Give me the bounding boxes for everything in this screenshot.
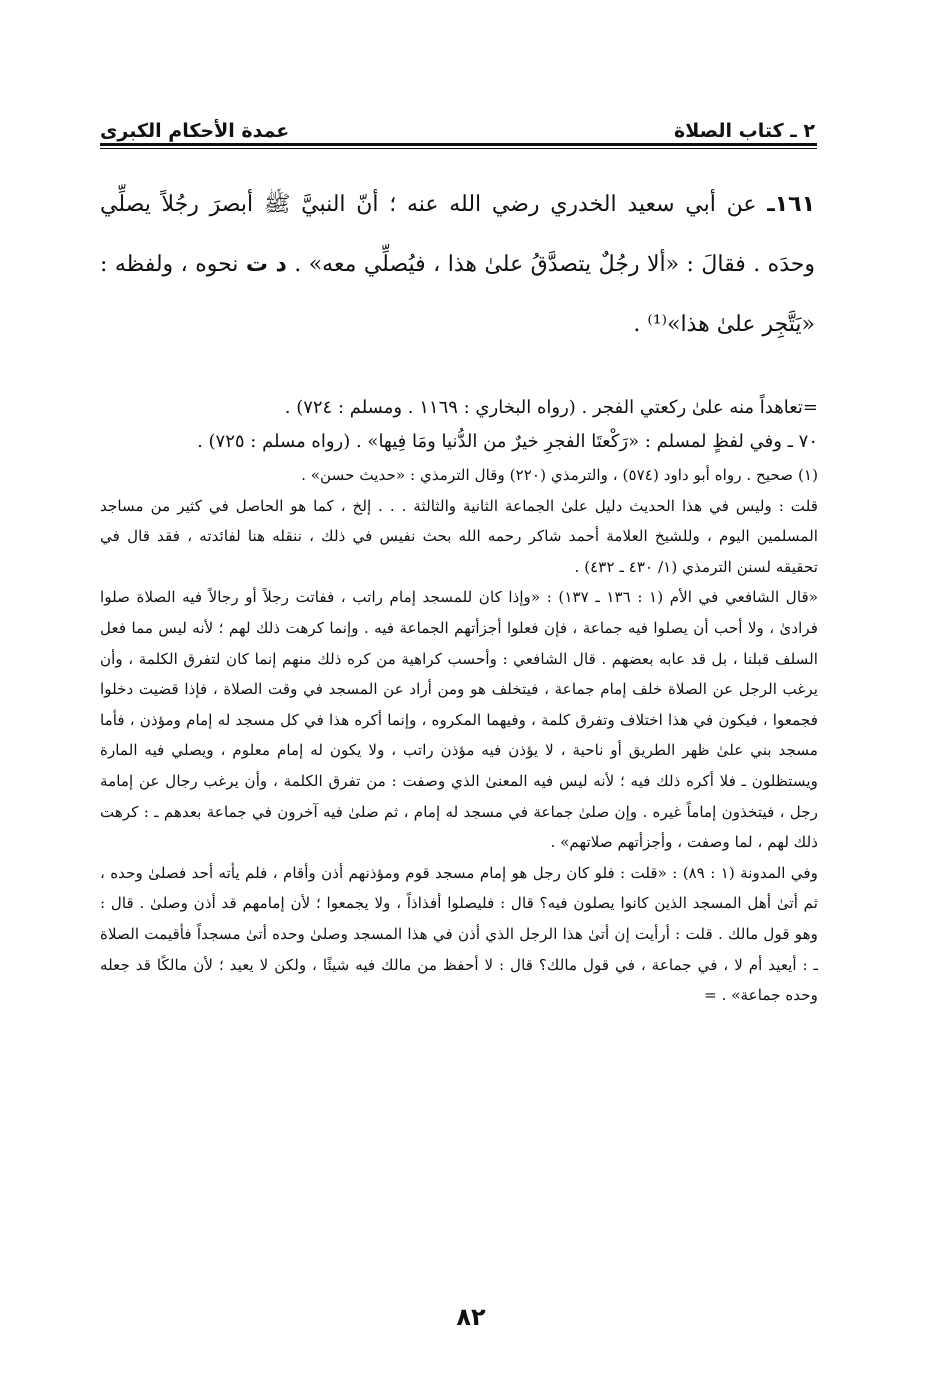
- page-number: ٨٢: [456, 1303, 486, 1331]
- source-sig-t: ت: [245, 252, 269, 277]
- source-sig-d: د: [275, 252, 287, 277]
- footnote-1: (١) صحيح . رواه أبو داود (٥٧٤) ، والترمذي (٢٢٠) وقال الترمذي : «حديث حسن» .: [301, 466, 818, 484]
- footnote-continuation-2: ٧٠ ـ وفي لفظٍ لمسلم : «رَكْعتَا الفجرِ خيرٌ من الدُّنيا ومَا فِيها» . (رواه مسلم : ٧٢٥) .: [197, 431, 818, 452]
- header-rule-thin: [100, 148, 817, 149]
- hadith-paragraph: [100, 175, 815, 355]
- hadith-line-1: عن أبي سعيد الخدري رضي الله عنه ؛ أنّ النبيَّ ﷺ أبصرَ: [209, 192, 757, 217]
- footnote-continuation-1: =تعاهداً منه علىٰ ركعتي الفجر . (رواه البخاري : ١١٦٩ . ومسلم : ٧٢٤) .: [284, 397, 818, 418]
- book-title: عمدة الأحكام الكبرى: [100, 120, 290, 142]
- footnote-paragraph-3: وفي المدونة (١ : ٨٩) : «قلت : فلو كان رجل هو إمام مسجد قوم ومؤذنهم أذن وأقام ، فلم يأته أحد فصلىٰ وحده ، ثم أتىٰ أهل المسجد الذين كانوا يصلون فيه؟ قال : فليصلوا أفذاذاً ، ولا يجمعوا ؛ لأن إمامهم قد أذن وصلىٰ . قال : وهو قول مالك . قلت : أرأيت إن أتىٰ هذا الرجل الذي أذن في هذا المسجد وصلىٰ وحده أتىٰ مسجداً فأقيمت الصلاة ـ : أيعيد أم لا ، في جماعة ، في قول مالك؟ قال : لا أحفظ من مالك فيه شيئًا ، ولكن لا يعيد ؛ لأن مالكًا قد جعله وحده جماعة» . =: [100, 863, 818, 1005]
- header-rule: [100, 143, 817, 146]
- hadith-line-3: نحوه ، ولفظه : «يَتَّجِر علىٰ هذا»⁽¹⁾ .: [100, 252, 815, 337]
- hadith-number: ١٦١ـ: [767, 192, 816, 217]
- footnote-paragraph-1: قلت : وليس في هذا الحديث دليل علىٰ الجماعة الثانية والثالثة . . . إلخ ، كما هو الحاصل في كثير من مساجد المسلمين اليوم ، وللشيخ العلامة أحمد شاكر رحمه الله بحث نفيس في ذلك ، ننقله هنا لفائدته ، فقد قال في تحقيقه لسنن الترمذي (١/ ٤٣٠ ـ ٤٣٢) .: [100, 496, 818, 576]
- chapter-title: ٢ ـ كتاب الصلاة: [674, 120, 815, 142]
- hadith-line-2: رجُلاً يصلِّي وحدَه . فقالَ : «ألا رجُلٌ يتصدَّقُ علىٰ هذا ، فيُصلِّي معه» .: [100, 192, 815, 277]
- running-header: [100, 108, 815, 142]
- hadith-text: [100, 175, 815, 355]
- footnote-paragraph-2: «قال الشافعي في الأم (١ : ١٣٦ ـ ١٣٧) : «وإذا كان للمسجد إمام راتب ، ففاتت رجلاً أو رجالاً فيه الصلاة صلوا فرادىٰ ، ولا أحب أن يصلوا فيه جماعة ، فإن فعلوا أجزأتهم الجماعة فيه . وإنما كرهت ذلك لهم ؛ لأنه ليس مما فعل السلف قبلنا ، بل قد عابه بعضهم . قال الشافعي : وأحسب كراهية من كره ذلك منهم إنما كان لتفرق الكلمة ، وأن يرغب الرجل عن الصلاة خلف إمام جماعة ، فيتخلف هو ومن أراد عن المسجد في وقت الصلاة ، فإذا قضيت دخلوا فجمعوا ، فيكون في هذا اختلاف وتفرق كلمة ، وفيهما المكروه ، وإنما أكره هذا في كل مسجد له إمام ومؤذن ، فأما مسجد بني علىٰ ظهر الطريق أو ناحية ، لا يؤذن فيه مؤذن راتب ، ولا يكون له إمام معلوم ، ويصلي فيه المارة ويستظلون ـ فلا أكره ذلك فيه ؛ لأنه ليس فيه المعنىٰ الذي وصفت : من تفرق الكلمة ، وأن يرغب رجال عن إمامة رجل ، فيتخذون إماماً غيره . وإن صلىٰ جماعة في مسجد له إمام ، ثم صلىٰ فيه آخرون في جماعة بعدهم ـ : كرهت ذلك لهم ، لما وصفت ، وأجزأتهم صلاتهم» .: [100, 588, 819, 852]
- footnotes: [100, 392, 818, 1011]
